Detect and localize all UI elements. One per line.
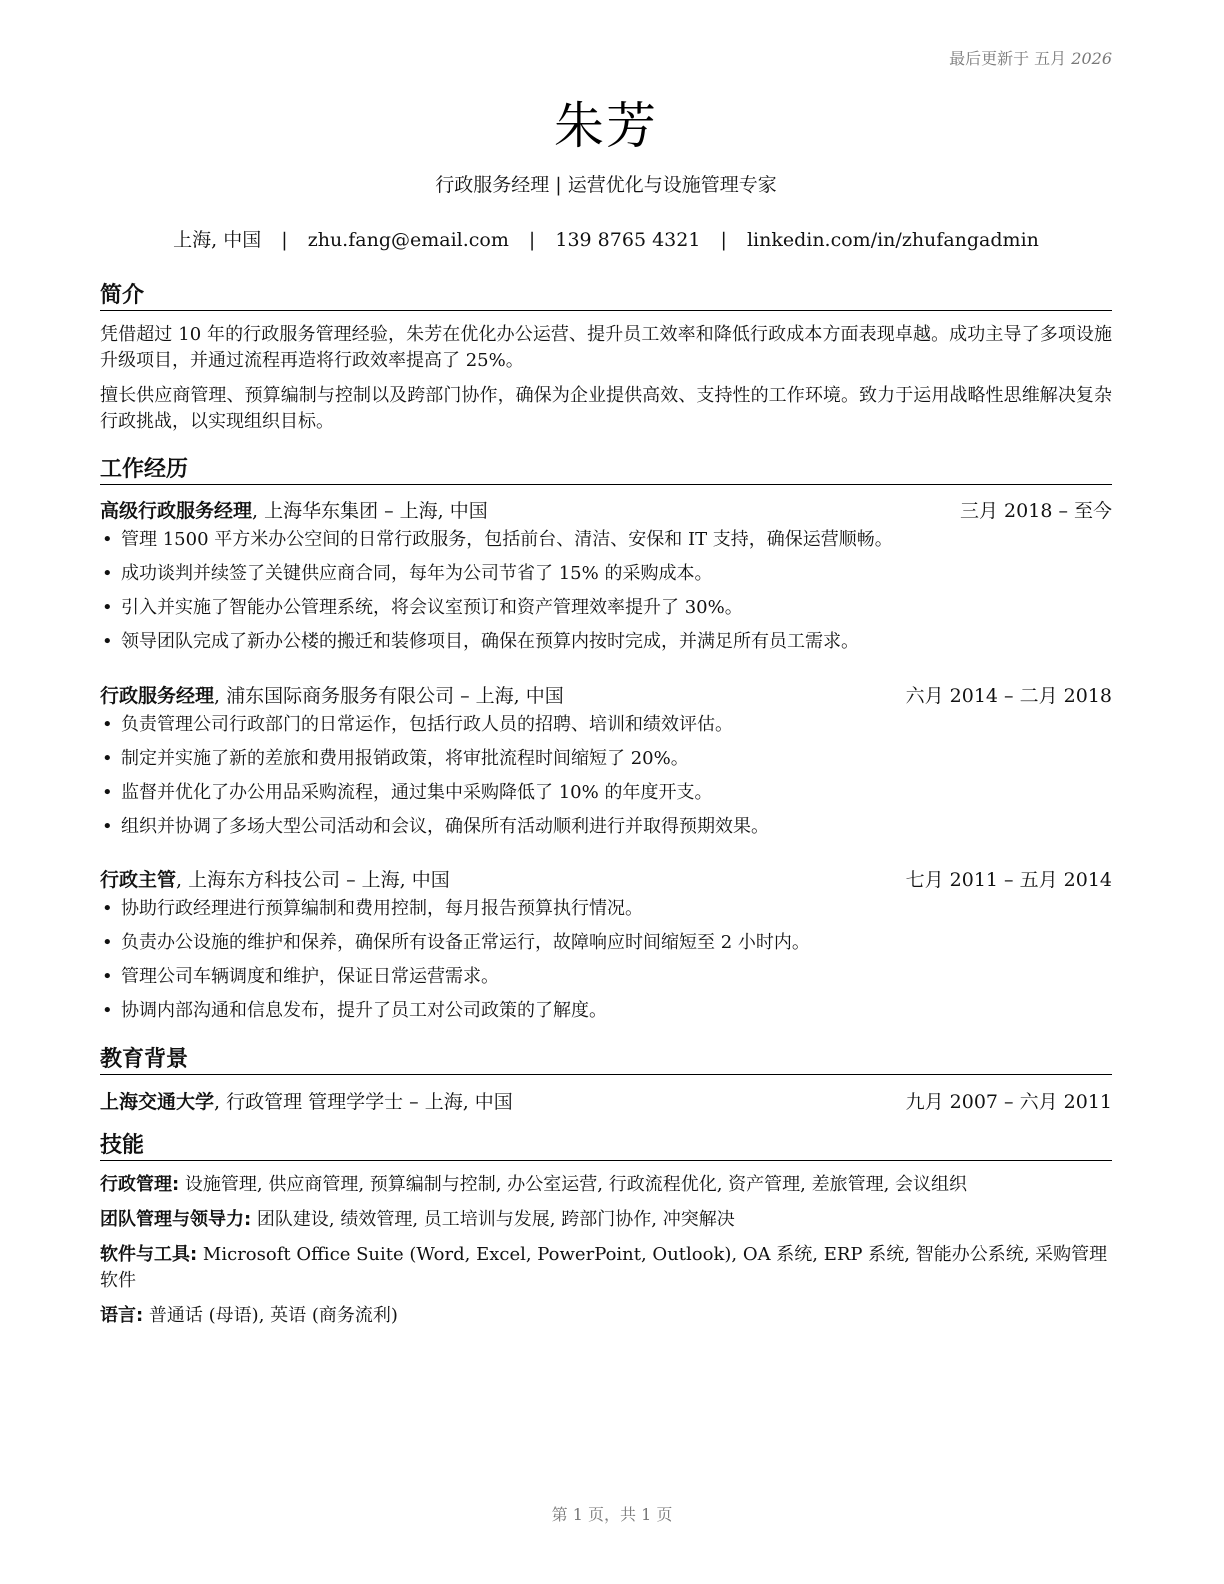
job-header — [100, 681, 1112, 707]
skill-line — [100, 1242, 1112, 1294]
job-dates: 七月 2011 – 五月 2014 — [905, 869, 1112, 891]
phone-number: 139 8765 4321 — [555, 229, 701, 251]
bullet-icon: • — [102, 898, 113, 919]
skill-label: 软件与工具: — [100, 1244, 198, 1265]
skill-label: 语言: — [100, 1305, 144, 1326]
list-item: • 监督并优化了办公用品采购流程，通过集中采购降低了 10% 的年度开支。 — [100, 780, 1112, 814]
linkedin-link[interactable]: linkedin.com/in/zhufangadmin — [746, 229, 1039, 251]
list-item: • 引入并实施了智能办公管理系统，将会议室预订和资产管理效率提升了 30%。 — [100, 595, 1112, 629]
last-updated — [949, 46, 1112, 69]
list-item: • 协助行政经理进行预算编制和费用控制，每月报告预算执行情况。 — [100, 896, 1112, 930]
education-entry — [100, 1087, 1112, 1113]
job-bullets — [100, 712, 1112, 848]
job-bullets — [100, 896, 1112, 1032]
skill-label: 团队管理与领导力: — [100, 1209, 252, 1230]
location: 上海, 中国 — [173, 229, 262, 251]
summary-paragraph: 凭借超过 10 年的行政服务管理经验，朱芳在优化办公运营、提升员工效率和降低行政成本方面表现卓越。成功主导了多项设施升级项目，并通过流程再造将行政效率提高了 25%。 — [100, 324, 1112, 371]
school-name: 上海交通大学 — [100, 1091, 215, 1113]
contact-line — [100, 225, 1112, 252]
job-role: 高级行政服务经理 — [100, 500, 253, 522]
skill-label: 行政管理: — [100, 1174, 180, 1195]
degree-detail: , 行政管理 管理学学士 – 上海, 中国 — [214, 1091, 513, 1113]
skill-line — [100, 1207, 1112, 1233]
resume-page — [100, 0, 1112, 1584]
skill-value: 团队建设, 绩效管理, 员工培训与发展, 跨部门协作, 冲突解决 — [251, 1209, 735, 1230]
contact-separator: | — [528, 229, 536, 251]
section-title-experience: 工作经历 — [100, 452, 1112, 485]
list-item: • 负责管理公司行政部门的日常运作，包括行政人员的招聘、培训和绩效评估。 — [100, 712, 1112, 746]
list-item: • 成功谈判并续签了关键供应商合同，每年为公司节省了 15% 的采购成本。 — [100, 561, 1112, 595]
skill-value: Microsoft Office Suite (Word, Excel, PowerPoint, Outlook), OA 系统, ERP 系统, 智能办公系统, 采购管理软件 — [100, 1244, 1108, 1291]
list-item: • 管理 1500 平方米办公空间的日常行政服务，包括前台、清洁、安保和 IT 支持，确保运营顺畅。 — [100, 527, 1112, 561]
job-role: 行政主管 — [100, 869, 177, 891]
job-org: , 上海东方科技公司 – 上海, 中国 — [176, 869, 450, 891]
list-item: • 领导团队完成了新办公楼的搬迁和装修项目，确保在预算内按时完成，并满足所有员工需求。 — [100, 629, 1112, 663]
list-item: • 组织并协调了多场大型公司活动和会议，确保所有活动顺利进行并取得预期效果。 — [100, 814, 1112, 848]
bullet-icon: • — [102, 932, 113, 953]
job-org: , 上海华东集团 – 上海, 中国 — [252, 500, 488, 522]
bullet-icon: • — [102, 1000, 113, 1021]
job-org: , 浦东国际商务服务有限公司 – 上海, 中国 — [214, 685, 564, 707]
bullet-icon: • — [102, 631, 113, 652]
bullet-icon: • — [102, 782, 113, 803]
bullet-icon: • — [102, 714, 113, 735]
skill-value: 普通话 (母语), 英语 (商务流利) — [143, 1305, 398, 1326]
job-header — [100, 496, 1112, 522]
skill-value: 设施管理, 供应商管理, 预算编制与控制, 办公室运营, 行政流程优化, 资产管理, 差旅管理, 会议组织 — [179, 1174, 968, 1195]
list-item: • 管理公司车辆调度和维护，保证日常运营需求。 — [100, 964, 1112, 998]
skill-line — [100, 1172, 1112, 1198]
bullet-icon: • — [102, 597, 113, 618]
list-item: • 协调内部沟通和信息发布，提升了员工对公司政策的了解度。 — [100, 998, 1112, 1032]
summary-paragraph: 擅长供应商管理、预算编制与控制以及跨部门协作，确保为企业提供高效、支持性的工作环境。致力于运用战略性思维解决复杂行政挑战，以实现组织目标。 — [100, 385, 1112, 432]
bullet-icon: • — [102, 966, 113, 987]
email-link[interactable]: zhu.fang@email.com — [307, 229, 509, 251]
bullet-icon: • — [102, 816, 113, 837]
candidate-name: 朱芳 — [554, 97, 658, 155]
job-dates: 六月 2014 – 二月 2018 — [905, 685, 1112, 707]
section-title-education: 教育背景 — [100, 1042, 1112, 1075]
job-dates: 三月 2018 – 至今 — [960, 500, 1112, 522]
last-updated-year: 2026 — [1071, 49, 1112, 68]
contact-separator: | — [281, 229, 288, 251]
last-updated-label: 最后更新于 五月 — [949, 49, 1067, 68]
job-bullets — [100, 527, 1112, 663]
bullet-icon: • — [102, 529, 113, 550]
list-item: • 制定并实施了新的差旅和费用报销政策，将审批流程时间缩短了 20%。 — [100, 746, 1112, 780]
page-number: 第 1 页，共 1 页 — [551, 1505, 673, 1524]
section-title-skills: 技能 — [100, 1128, 1112, 1161]
tagline: 行政服务经理 | 运营优化与设施管理专家 — [435, 174, 777, 196]
job-role: 行政服务经理 — [100, 685, 215, 707]
bullet-icon: • — [102, 563, 113, 584]
education-dates: 九月 2007 – 六月 2011 — [905, 1091, 1112, 1113]
job-header — [100, 865, 1112, 891]
bullet-icon: • — [102, 748, 113, 769]
skill-line — [100, 1303, 1112, 1329]
section-title-summary: 简介 — [100, 278, 1112, 311]
contact-separator: | — [720, 229, 727, 251]
list-item: • 负责办公设施的维护和保养，确保所有设备正常运行，故障响应时间缩短至 2 小时内。 — [100, 930, 1112, 964]
